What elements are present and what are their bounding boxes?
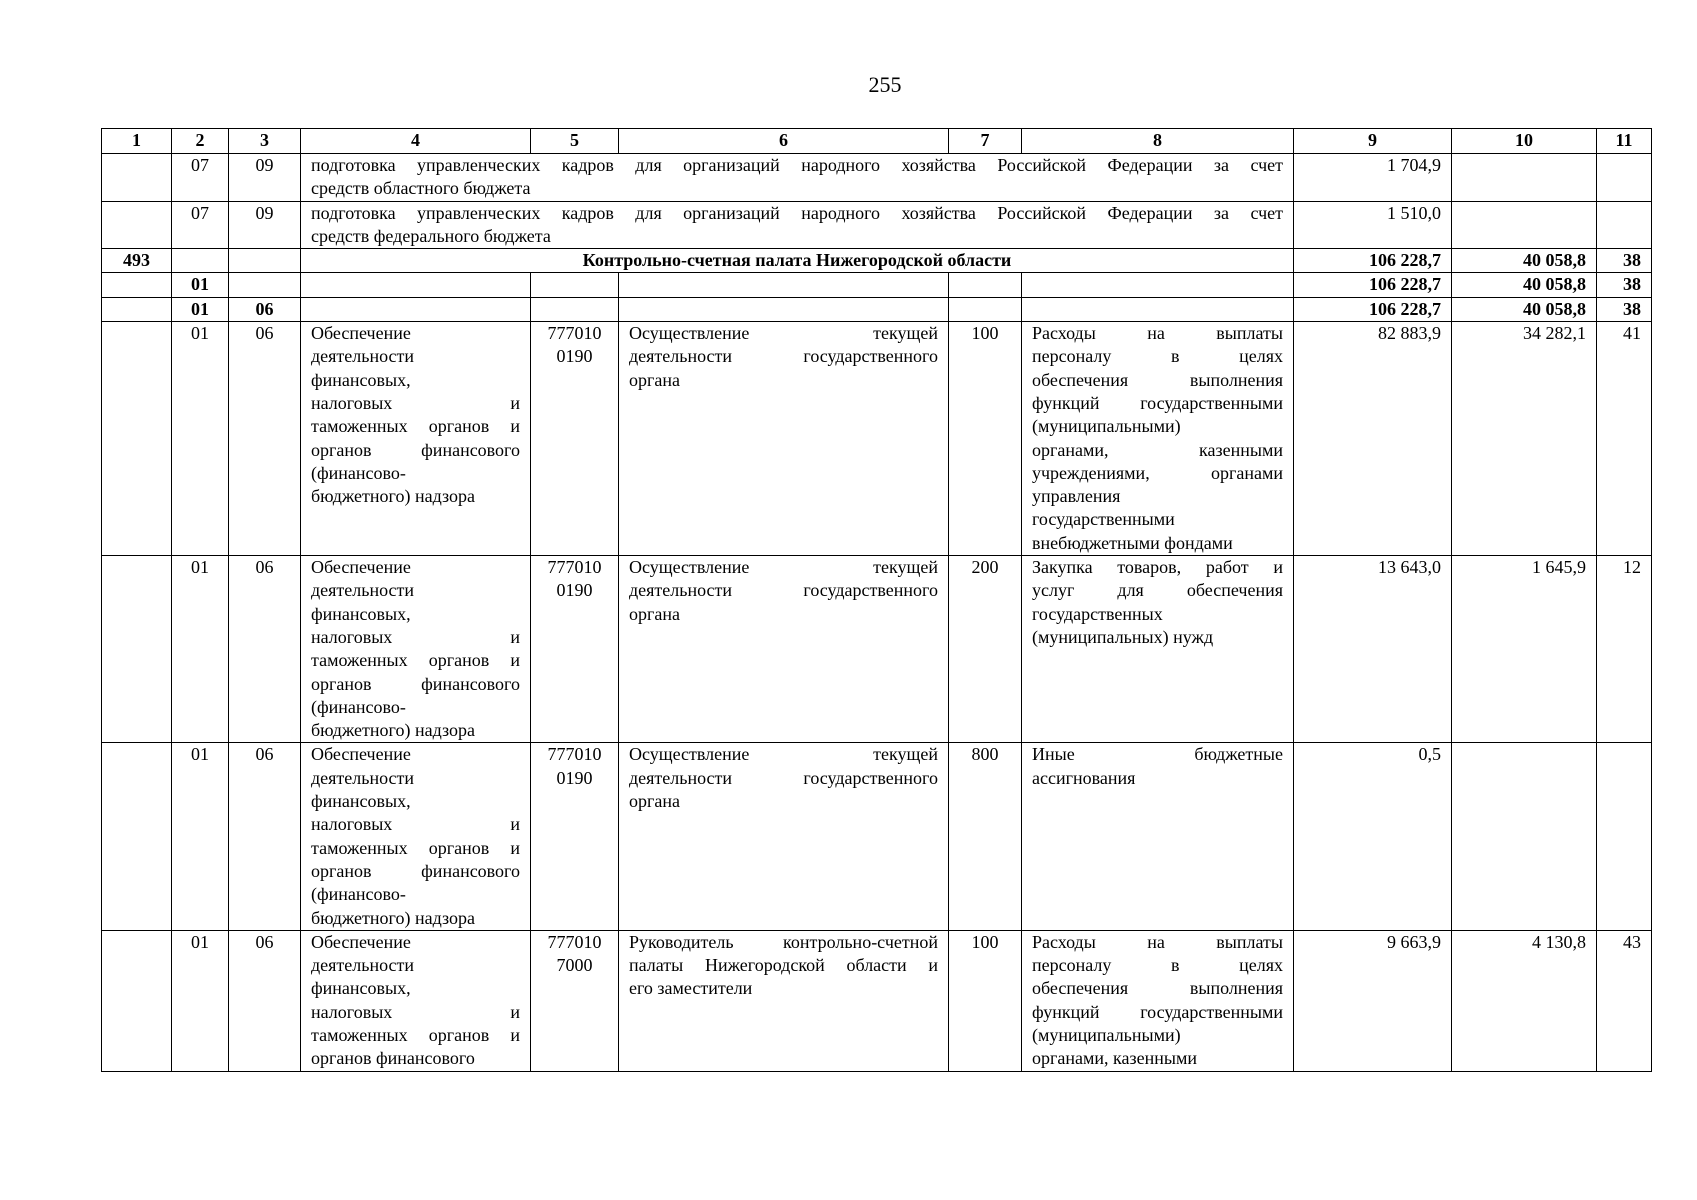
page-number: 255 xyxy=(868,72,902,97)
cell-section xyxy=(172,249,229,273)
cell-target-article xyxy=(531,322,619,556)
cell-target-article-line: 777010 xyxy=(547,744,602,765)
cell-subsection: 06 xyxy=(229,322,301,556)
cell-section: 07 xyxy=(172,154,229,202)
table-row xyxy=(102,322,1652,556)
cell-expense-type: 100 xyxy=(949,930,1022,1071)
cell-subsection xyxy=(229,249,301,273)
cell-col-8 xyxy=(1022,273,1294,297)
cell-description-line: средств федерального бюджета xyxy=(311,225,551,246)
cell-description-line: подготовка управленческих кадров для организаций народного хозяйства Российской Федерации за счет xyxy=(311,202,1283,223)
cell-percent: 43 xyxy=(1597,930,1652,1071)
cell-plan: 1 510,0 xyxy=(1294,201,1452,249)
cell-section-name-line: деятельности xyxy=(311,580,415,601)
cell-plan: 106 228,7 xyxy=(1294,297,1452,321)
cell-target-article-line: 0190 xyxy=(556,346,593,367)
cell-expense-name-line: ассигнования xyxy=(1032,767,1136,788)
cell-col-5 xyxy=(531,273,619,297)
cell-expense-name-line: государственными xyxy=(1032,509,1175,530)
table-row xyxy=(102,743,1652,930)
column-header-1: 1 xyxy=(102,129,172,154)
cell-target-article-line: 777010 xyxy=(547,557,602,578)
table-row xyxy=(102,930,1652,1071)
cell-subsection: 06 xyxy=(229,930,301,1071)
cell-section: 01 xyxy=(172,322,229,556)
table-row xyxy=(102,154,1652,202)
column-header-7: 7 xyxy=(949,129,1022,154)
cell-col-6 xyxy=(619,297,949,321)
cell-target-name-line: Руководитель контрольно-счетной xyxy=(629,931,938,952)
cell-executed xyxy=(1452,743,1597,930)
cell-section: 01 xyxy=(172,297,229,321)
cell-subsection: 06 xyxy=(229,297,301,321)
cell-percent: 38 xyxy=(1597,249,1652,273)
cell-percent: 12 xyxy=(1597,556,1652,743)
column-header-3: 3 xyxy=(229,129,301,154)
cell-section-name-line: бюджетного) надзора xyxy=(311,907,475,928)
column-header-10: 10 xyxy=(1452,129,1597,154)
cell-expense-name-line: функций государственными xyxy=(1032,392,1283,413)
cell-section-name-line: органов финансового xyxy=(311,673,520,694)
cell-section-name-line: финансовых, xyxy=(311,978,411,999)
cell-expense-name-line: Иные бюджетные xyxy=(1032,744,1283,765)
cell-col-7 xyxy=(949,273,1022,297)
table-row xyxy=(102,249,1652,273)
table-row xyxy=(102,273,1652,297)
cell-section: 01 xyxy=(172,930,229,1071)
column-header-8: 8 xyxy=(1022,129,1294,154)
cell-description-line: подготовка управленческих кадров для организаций народного хозяйства Российской Федерации за счет xyxy=(311,155,1283,175)
cell-target-article xyxy=(531,930,619,1071)
cell-executed xyxy=(1452,154,1597,202)
cell-plan: 13 643,0 xyxy=(1294,556,1452,743)
cell-section-name-line: налоговых и xyxy=(311,626,520,647)
cell-section-name xyxy=(301,556,531,743)
cell-section: 01 xyxy=(172,556,229,743)
cell-section-name-line: деятельности xyxy=(311,346,415,367)
cell-section-name-line: финансовых, xyxy=(311,791,411,812)
cell-section-name-line: налоговых и xyxy=(311,392,520,413)
cell-section-name-line: деятельности xyxy=(311,767,415,788)
cell-admin-code xyxy=(102,322,172,556)
cell-section-name xyxy=(301,743,531,930)
cell-section-name-line: Обеспечение xyxy=(311,744,411,765)
cell-plan: 9 663,9 xyxy=(1294,930,1452,1071)
cell-expense-name-line: внебюджетными фондами xyxy=(1032,532,1233,553)
cell-section-name-line: бюджетного) надзора xyxy=(311,486,475,507)
column-header-2: 2 xyxy=(172,129,229,154)
cell-plan: 82 883,9 xyxy=(1294,322,1452,556)
cell-subsection: 09 xyxy=(229,201,301,249)
cell-executed: 34 282,1 xyxy=(1452,322,1597,556)
cell-percent xyxy=(1597,201,1652,249)
cell-target-article-line: 777010 xyxy=(547,323,602,344)
cell-target-name-line: деятельности государственного xyxy=(629,580,938,601)
column-header-11: 11 xyxy=(1597,129,1652,154)
cell-percent: 41 xyxy=(1597,322,1652,556)
cell-executed xyxy=(1452,201,1597,249)
cell-executed: 4 130,8 xyxy=(1452,930,1597,1071)
cell-percent xyxy=(1597,154,1652,202)
cell-expense-name xyxy=(1022,930,1294,1071)
cell-admin-code xyxy=(102,273,172,297)
cell-subsection: 06 xyxy=(229,743,301,930)
cell-expense-name-line: учреждениями, органами xyxy=(1032,462,1283,483)
cell-section-name-line: таможенных органов и xyxy=(311,1024,520,1045)
cell-target-article xyxy=(531,556,619,743)
cell-subsection: 09 xyxy=(229,154,301,202)
cell-percent: 38 xyxy=(1597,297,1652,321)
cell-target-name-line: деятельности государственного xyxy=(629,767,938,788)
cell-target-name-line: его заместители xyxy=(629,978,753,999)
cell-admin-code xyxy=(102,154,172,202)
cell-section-name xyxy=(301,930,531,1071)
cell-percent xyxy=(1597,743,1652,930)
cell-target-article-line: 0190 xyxy=(556,767,593,788)
cell-section: 01 xyxy=(172,273,229,297)
cell-target-name xyxy=(619,556,949,743)
cell-expense-type: 800 xyxy=(949,743,1022,930)
cell-expense-name-line: (муниципальными) xyxy=(1032,416,1181,437)
cell-col-6 xyxy=(619,273,949,297)
cell-section-name-line: налоговых и xyxy=(311,1001,520,1022)
cell-subsection: 06 xyxy=(229,556,301,743)
cell-target-name xyxy=(619,930,949,1071)
cell-target-name-line: органа xyxy=(629,369,680,390)
cell-admin-code xyxy=(102,743,172,930)
column-header-9: 9 xyxy=(1294,129,1452,154)
cell-col-4 xyxy=(301,273,531,297)
table-row xyxy=(102,556,1652,743)
cell-section-name-line: органов финансового xyxy=(311,1048,475,1069)
cell-target-name-line: деятельности государственного xyxy=(629,346,938,367)
cell-expense-name-line: функций государственными xyxy=(1032,1001,1283,1022)
cell-expense-name xyxy=(1022,556,1294,743)
cell-target-name-line: Осуществление текущей xyxy=(629,744,938,765)
cell-target-article xyxy=(531,743,619,930)
cell-description-line: средств областного бюджета xyxy=(311,178,531,199)
budget-table xyxy=(101,128,1652,1072)
cell-section-name-line: (финансово- xyxy=(311,462,406,483)
cell-target-name xyxy=(619,743,949,930)
cell-expense-name-line: (муниципальных) нужд xyxy=(1032,626,1214,647)
cell-section-name-line: бюджетного) надзора xyxy=(311,720,475,741)
cell-section-name-line: таможенных органов и xyxy=(311,837,520,858)
cell-section-name xyxy=(301,322,531,556)
cell-expense-name-line: Расходы на выплаты xyxy=(1032,323,1283,344)
cell-expense-name-line: персоналу в целях xyxy=(1032,955,1283,976)
cell-plan: 106 228,7 xyxy=(1294,273,1452,297)
cell-expense-type: 200 xyxy=(949,556,1022,743)
cell-admin-code: 493 xyxy=(102,249,172,273)
cell-section: 07 xyxy=(172,201,229,249)
cell-section-name-line: Обеспечение xyxy=(311,931,411,952)
cell-expense-name-line: (муниципальными) xyxy=(1032,1024,1181,1045)
cell-expense-name-line: государственных xyxy=(1032,603,1163,624)
cell-expense-type: 100 xyxy=(949,322,1022,556)
cell-section-name-line: деятельности xyxy=(311,955,415,976)
cell-description xyxy=(301,201,1294,249)
cell-section-name-line: (финансово- xyxy=(311,884,406,905)
cell-section-name-line: Обеспечение xyxy=(311,557,411,578)
cell-expense-name-line: персоналу в целях xyxy=(1032,346,1283,367)
cell-executed: 40 058,8 xyxy=(1452,297,1597,321)
cell-expense-name xyxy=(1022,743,1294,930)
cell-target-article-line: 0190 xyxy=(556,580,593,601)
cell-expense-name xyxy=(1022,322,1294,556)
cell-col-8 xyxy=(1022,297,1294,321)
cell-admin-code xyxy=(102,930,172,1071)
cell-section-name-line: финансовых, xyxy=(311,603,411,624)
cell-target-name-line: органа xyxy=(629,791,680,812)
cell-percent: 38 xyxy=(1597,273,1652,297)
table-body xyxy=(102,154,1652,1072)
column-header-4: 4 xyxy=(301,129,531,154)
cell-expense-name-line: обеспечения выполнения xyxy=(1032,369,1283,390)
table-row xyxy=(102,297,1652,321)
cell-expense-name-line: органами, казенными xyxy=(1032,1048,1197,1069)
cell-section-name-line: Обеспечение xyxy=(311,323,411,344)
cell-admin-code xyxy=(102,201,172,249)
cell-section-name-line: (финансово- xyxy=(311,696,406,717)
cell-expense-name-line: Закупка товаров, работ и xyxy=(1032,557,1283,578)
cell-target-name-line: органа xyxy=(629,603,680,624)
cell-executed: 40 058,8 xyxy=(1452,273,1597,297)
header-row xyxy=(102,129,1652,154)
table-row xyxy=(102,201,1652,249)
cell-target-name-line: палаты Нижегородской области и xyxy=(629,955,938,976)
cell-col-5 xyxy=(531,297,619,321)
column-header-5: 5 xyxy=(531,129,619,154)
cell-description xyxy=(301,154,1294,202)
cell-section-name-line: таможенных органов и xyxy=(311,650,520,671)
cell-plan: 1 704,9 xyxy=(1294,154,1452,202)
cell-executed: 1 645,9 xyxy=(1452,556,1597,743)
cell-organization-title: Контрольно-счетная палата Нижегородской области xyxy=(301,249,1294,273)
cell-plan: 106 228,7 xyxy=(1294,249,1452,273)
cell-target-article-line: 777010 xyxy=(547,931,602,952)
cell-plan: 0,5 xyxy=(1294,743,1452,930)
cell-col-4 xyxy=(301,297,531,321)
cell-col-7 xyxy=(949,297,1022,321)
cell-section-name-line: таможенных органов и xyxy=(311,416,520,437)
cell-section-name-line: финансовых, xyxy=(311,369,411,390)
cell-admin-code xyxy=(102,297,172,321)
cell-admin-code xyxy=(102,556,172,743)
cell-expense-name-line: обеспечения выполнения xyxy=(1032,978,1283,999)
cell-executed: 40 058,8 xyxy=(1452,249,1597,273)
cell-subsection xyxy=(229,273,301,297)
cell-expense-name-line: Расходы на выплаты xyxy=(1032,931,1283,952)
cell-target-name-line: Осуществление текущей xyxy=(629,323,938,344)
column-header-6: 6 xyxy=(619,129,949,154)
cell-expense-name-line: органами, казенными xyxy=(1032,439,1283,460)
cell-expense-name-line: услуг для обеспечения xyxy=(1032,580,1283,601)
cell-expense-name-line: управления xyxy=(1032,486,1121,507)
cell-section-name-line: органов финансового xyxy=(311,439,520,460)
cell-section-name-line: налоговых и xyxy=(311,814,520,835)
cell-target-article-line: 7000 xyxy=(556,955,593,976)
cell-section: 01 xyxy=(172,743,229,930)
cell-target-name xyxy=(619,322,949,556)
cell-section-name-line: органов финансового xyxy=(311,860,520,881)
cell-target-name-line: Осуществление текущей xyxy=(629,557,938,578)
